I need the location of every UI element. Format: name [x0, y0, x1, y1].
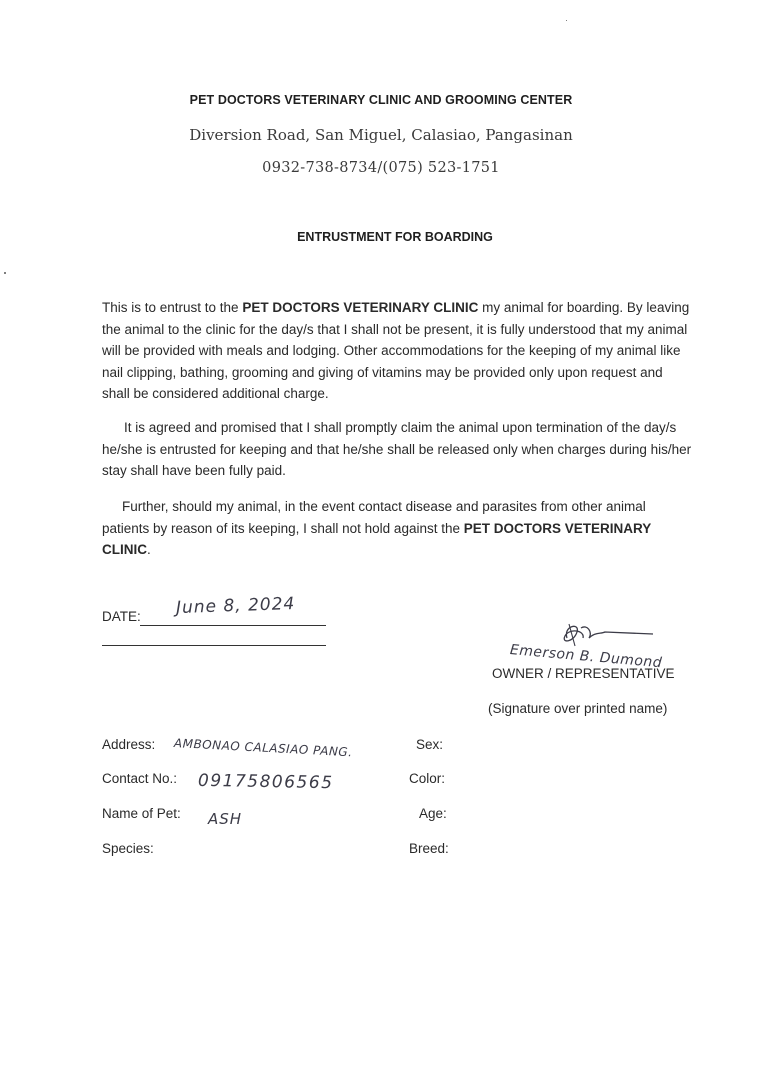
address-label: Address: — [102, 737, 156, 752]
color-label: Color: — [409, 771, 446, 786]
breed-label: Breed: — [409, 841, 449, 856]
p3-clinic-name: PET DOCTORS VETERINARY CLINIC — [102, 520, 652, 557]
date-value: June 8, 2024 — [175, 593, 296, 619]
paragraph-1 — [102, 297, 692, 405]
p3-text-before: Further, should my animal, in the event contact disease and parasites from other animal patients by reason of its keeping, I shall not hold against the — [102, 499, 646, 536]
contact-label: Contact No.: — [102, 771, 178, 786]
scan-speck — [566, 20, 567, 21]
clinic-name: PET DOCTORS VETERINARY CLINIC AND GROOMING CENTER — [189, 93, 573, 107]
age-label: Age: — [419, 806, 447, 821]
blank-line — [102, 645, 326, 646]
p3-text-after: . — [147, 542, 151, 557]
owner-label: OWNER / REPRESENTATIVE — [492, 666, 675, 681]
pet-name-label: Name of Pet: — [102, 806, 181, 821]
paragraph-2 — [102, 417, 692, 482]
clinic-phones: 0932-738-8734/(075) 523-1751 — [262, 160, 500, 176]
paragraph-3 — [102, 496, 692, 561]
date-label: DATE: — [102, 609, 141, 624]
document-title: ENTRUSTMENT FOR BOARDING — [297, 230, 493, 244]
scan-speck — [4, 272, 6, 274]
p1-text-after: my animal for boarding. By leaving the animal to the clinic for the day/s that I shall not be present, it is fully understood that my animal will be provided with meals and lodging. Other accommodations for the keeping of my animal like nail clipping, bathing, grooming and giving of vitamins may be provided only upon request and shall be considered additional charge. — [102, 300, 690, 401]
p1-clinic-name: PET DOCTORS VETERINARY CLINIC — [242, 300, 479, 315]
address-value: AMBONAO CALASIAO PANG. — [173, 736, 353, 760]
p2-text: It is agreed and promised that I shall promptly claim the animal upon termination of the day/s he/she is entrusted for keeping and that he/she shall be released only when charges during his/her stay shall have been fully paid. — [102, 420, 692, 478]
contact-value: 09175806565 — [197, 770, 334, 794]
pet-name-value: ASH — [208, 810, 243, 828]
owner-name-handwritten: Emerson B. Dumond — [509, 642, 663, 672]
clinic-address: Diversion Road, San Miguel, Calasiao, Pangasinan — [189, 126, 573, 144]
p1-text-before: This is to entrust to the — [102, 300, 243, 315]
species-label: Species: — [102, 841, 154, 856]
sex-label: Sex: — [416, 737, 444, 752]
date-line — [140, 625, 326, 626]
signature-note: (Signature over printed name) — [488, 701, 668, 716]
